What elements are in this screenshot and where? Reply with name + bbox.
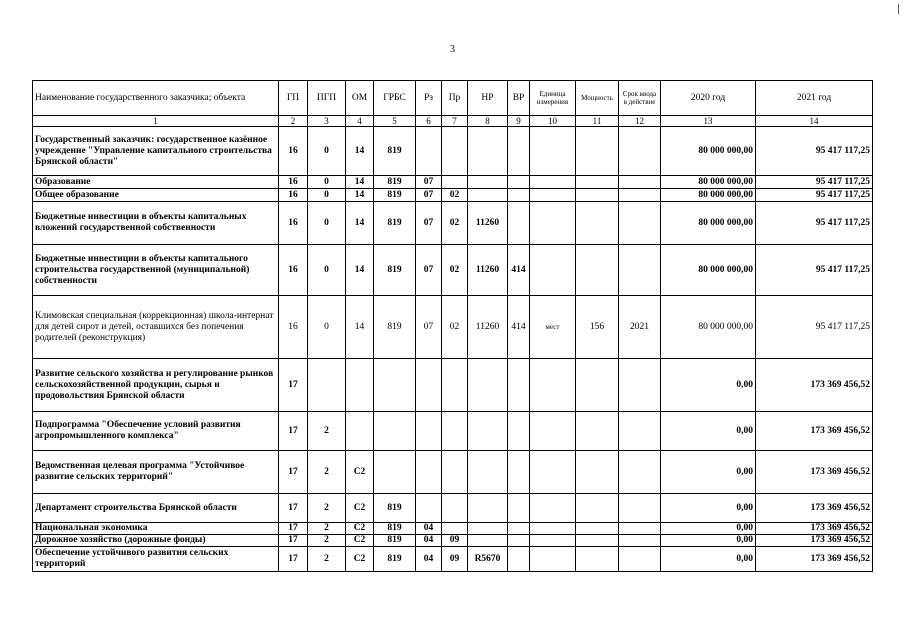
table-cell: 14 bbox=[346, 176, 374, 189]
table-cell: 14 bbox=[346, 245, 374, 296]
row-name-cell: Развитие сельского хозяйства и регулирование рынков сельскохозяйственной продукции, сырья и продовольствия Брянской области bbox=[33, 359, 279, 412]
table-row bbox=[33, 202, 873, 245]
table-cell: 02 bbox=[442, 189, 468, 202]
table-cell bbox=[576, 451, 619, 494]
table-cell bbox=[442, 523, 468, 535]
table-cell bbox=[530, 451, 576, 494]
table-cell bbox=[530, 523, 576, 535]
table-cell: 173 369 456,52 bbox=[756, 359, 873, 412]
table-cell: 16 bbox=[279, 296, 308, 359]
table-cell bbox=[468, 451, 508, 494]
table-cell: 2 bbox=[308, 547, 346, 572]
table-cell: 11260 bbox=[468, 245, 508, 296]
table-cell bbox=[468, 127, 508, 176]
table-cell bbox=[416, 127, 442, 176]
table-row bbox=[33, 494, 873, 523]
table-cell: 95 417 117,25 bbox=[756, 245, 873, 296]
header-cell: Наименование государственного заказчика; объекта bbox=[33, 81, 279, 116]
table-cell bbox=[468, 176, 508, 189]
header-cell: НР bbox=[468, 81, 508, 116]
table-cell bbox=[530, 189, 576, 202]
table-cell bbox=[346, 412, 374, 451]
table-cell: 0,00 bbox=[661, 359, 756, 412]
column-number: 2 bbox=[279, 116, 308, 127]
table-cell bbox=[619, 359, 661, 412]
table-cell bbox=[619, 494, 661, 523]
table-cell: 95 417 117,25 bbox=[756, 296, 873, 359]
column-number: 12 bbox=[619, 116, 661, 127]
table-cell bbox=[468, 412, 508, 451]
table-row bbox=[33, 127, 873, 176]
row-name-cell: Бюджетные инвестиции в объекты капитальных вложений государственной собственности bbox=[33, 202, 279, 245]
row-name-cell: Бюджетные инвестиции в объекты капитального строительства государственной (муниципальной) собственности bbox=[33, 245, 279, 296]
table-cell: 0 bbox=[308, 127, 346, 176]
table-cell bbox=[530, 127, 576, 176]
table-cell: 04 bbox=[416, 547, 442, 572]
table-cell: 17 bbox=[279, 494, 308, 523]
table-cell: 95 417 117,25 bbox=[756, 189, 873, 202]
table-cell: 95 417 117,25 bbox=[756, 127, 873, 176]
table-cell: 17 bbox=[279, 359, 308, 412]
header-cell: 2021 год bbox=[756, 81, 873, 116]
table-cell bbox=[576, 189, 619, 202]
table-cell: 80 000 000,00 bbox=[661, 245, 756, 296]
table-cell bbox=[619, 451, 661, 494]
header-cell: ВР bbox=[508, 81, 530, 116]
table-cell: 16 bbox=[279, 202, 308, 245]
table-cell bbox=[576, 412, 619, 451]
table-cell: С2 bbox=[346, 523, 374, 535]
table-cell bbox=[619, 523, 661, 535]
table-cell bbox=[442, 176, 468, 189]
row-name-cell: Государственный заказчик: государственное казённое учреждение "Управление капитального строительства Брянской области" bbox=[33, 127, 279, 176]
table-cell bbox=[508, 359, 530, 412]
row-name-cell: Ведомственная целевая программа "Устойчивое развитие сельских территорий" bbox=[33, 451, 279, 494]
table-cell bbox=[374, 451, 416, 494]
table-cell bbox=[619, 245, 661, 296]
table-cell: 17 bbox=[279, 547, 308, 572]
table-row bbox=[33, 296, 873, 359]
table-cell: 2 bbox=[308, 494, 346, 523]
table-cell bbox=[619, 412, 661, 451]
table-cell: 17 bbox=[279, 523, 308, 535]
table-cell: 0,00 bbox=[661, 451, 756, 494]
table-row bbox=[33, 245, 873, 296]
table-cell: 2021 bbox=[619, 296, 661, 359]
table-cell bbox=[508, 547, 530, 572]
table-cell: 0 bbox=[308, 189, 346, 202]
header-cell: ПГП bbox=[308, 81, 346, 116]
table-cell bbox=[416, 494, 442, 523]
table-cell: 17 bbox=[279, 535, 308, 547]
table-cell bbox=[530, 412, 576, 451]
table-cell: 80 000 000,00 bbox=[661, 127, 756, 176]
table-cell: 04 bbox=[416, 535, 442, 547]
table-cell: 17 bbox=[279, 451, 308, 494]
table-cell bbox=[508, 189, 530, 202]
header-row bbox=[33, 81, 873, 116]
table-cell: 11260 bbox=[468, 296, 508, 359]
table-cell: 819 bbox=[374, 296, 416, 359]
page-number: 3 bbox=[450, 44, 455, 55]
header-cell: ГРБС bbox=[374, 81, 416, 116]
table-cell bbox=[619, 127, 661, 176]
table-cell: 09 bbox=[442, 535, 468, 547]
table-cell bbox=[576, 535, 619, 547]
column-number: 11 bbox=[576, 116, 619, 127]
column-number: 7 bbox=[442, 116, 468, 127]
table-cell: 819 bbox=[374, 547, 416, 572]
table-cell bbox=[619, 202, 661, 245]
row-name-cell: Подпрограмма "Обеспечение условий развития агропромышленного комплекса" bbox=[33, 412, 279, 451]
table-cell: 09 bbox=[442, 547, 468, 572]
column-number-row bbox=[33, 116, 873, 127]
table-cell: 80 000 000,00 bbox=[661, 296, 756, 359]
table-cell: 07 bbox=[416, 189, 442, 202]
row-name-cell: Образование bbox=[33, 176, 279, 189]
table-cell: 16 bbox=[279, 127, 308, 176]
table-cell bbox=[508, 127, 530, 176]
table-cell bbox=[619, 189, 661, 202]
table-cell bbox=[619, 535, 661, 547]
table-cell: 17 bbox=[279, 412, 308, 451]
header-cell: ГП bbox=[279, 81, 308, 116]
table-row bbox=[33, 547, 873, 572]
table-cell bbox=[416, 451, 442, 494]
row-name-cell: Обеспечение устойчивого развития сельских территорий bbox=[33, 547, 279, 572]
table-cell bbox=[619, 176, 661, 189]
table-cell: 0 bbox=[308, 245, 346, 296]
table-cell: 819 bbox=[374, 127, 416, 176]
header-cell: ОМ bbox=[346, 81, 374, 116]
table-cell: 173 369 456,52 bbox=[756, 494, 873, 523]
column-number: 3 bbox=[308, 116, 346, 127]
table-cell: 11260 bbox=[468, 202, 508, 245]
table-cell: 80 000 000,00 bbox=[661, 202, 756, 245]
header-cell: 2020 год bbox=[661, 81, 756, 116]
table-cell: С2 bbox=[346, 547, 374, 572]
table-cell bbox=[576, 494, 619, 523]
table-cell bbox=[442, 359, 468, 412]
table-cell: 07 bbox=[416, 296, 442, 359]
table-cell: 0,00 bbox=[661, 535, 756, 547]
header-cell: Рз bbox=[416, 81, 442, 116]
table-cell bbox=[576, 359, 619, 412]
table-cell bbox=[508, 412, 530, 451]
table-cell: 0,00 bbox=[661, 547, 756, 572]
table-cell: 2 bbox=[308, 523, 346, 535]
table-cell bbox=[442, 451, 468, 494]
table-cell: 02 bbox=[442, 202, 468, 245]
table-cell: 2 bbox=[308, 451, 346, 494]
table-cell bbox=[468, 494, 508, 523]
table-cell: 04 bbox=[416, 523, 442, 535]
row-name-cell: Климовская специальная (коррекционная) школа-интернат для детей сирот и детей, оставшихся без попечения родителей (реконструкция) bbox=[33, 296, 279, 359]
table-cell: 16 bbox=[279, 176, 308, 189]
table-cell bbox=[442, 494, 468, 523]
table-cell: 819 bbox=[374, 535, 416, 547]
column-number: 4 bbox=[346, 116, 374, 127]
table-cell: 95 417 117,25 bbox=[756, 176, 873, 189]
budget-table bbox=[32, 80, 873, 572]
table-row bbox=[33, 451, 873, 494]
table-cell bbox=[576, 202, 619, 245]
table-cell: С2 bbox=[346, 451, 374, 494]
table-cell bbox=[374, 412, 416, 451]
table-cell: мест bbox=[530, 296, 576, 359]
table-cell bbox=[374, 359, 416, 412]
table-cell: R5670 bbox=[468, 547, 508, 572]
table-cell: 07 bbox=[416, 202, 442, 245]
row-name-cell: Департамент строительства Брянской области bbox=[33, 494, 279, 523]
table-cell: 173 369 456,52 bbox=[756, 535, 873, 547]
table-cell: 156 bbox=[576, 296, 619, 359]
table-cell: 173 369 456,52 bbox=[756, 451, 873, 494]
table-cell bbox=[619, 547, 661, 572]
column-number: 5 bbox=[374, 116, 416, 127]
table-cell: 414 bbox=[508, 296, 530, 359]
table-cell: 2 bbox=[308, 412, 346, 451]
column-number: 6 bbox=[416, 116, 442, 127]
table-cell: 02 bbox=[442, 245, 468, 296]
table-cell bbox=[576, 523, 619, 535]
header-cell: Единица измерения bbox=[530, 81, 576, 116]
header-cell: Срок ввода в действие bbox=[619, 81, 661, 116]
table-cell: 173 369 456,52 bbox=[756, 412, 873, 451]
table-cell: 0,00 bbox=[661, 494, 756, 523]
table-cell: 173 369 456,52 bbox=[756, 523, 873, 535]
table-cell: 173 369 456,52 bbox=[756, 547, 873, 572]
table-cell bbox=[508, 494, 530, 523]
table-cell: 2 bbox=[308, 535, 346, 547]
table-cell: 80 000 000,00 bbox=[661, 189, 756, 202]
column-number: 10 bbox=[530, 116, 576, 127]
header-cell: Мощность bbox=[576, 81, 619, 116]
table-cell: 819 bbox=[374, 202, 416, 245]
table-cell: 819 bbox=[374, 245, 416, 296]
table-cell bbox=[508, 535, 530, 547]
table-cell bbox=[468, 359, 508, 412]
table-cell bbox=[442, 412, 468, 451]
table-cell: 819 bbox=[374, 189, 416, 202]
table-cell: 07 bbox=[416, 245, 442, 296]
table-cell: 0 bbox=[308, 202, 346, 245]
table-cell bbox=[530, 535, 576, 547]
table-cell bbox=[530, 245, 576, 296]
table-row bbox=[33, 176, 873, 189]
table-cell: 14 bbox=[346, 296, 374, 359]
table-row bbox=[33, 359, 873, 412]
table-cell bbox=[530, 494, 576, 523]
table-row bbox=[33, 189, 873, 202]
table-cell: 819 bbox=[374, 494, 416, 523]
table-cell bbox=[530, 202, 576, 245]
table-cell: 16 bbox=[279, 189, 308, 202]
table-cell bbox=[468, 523, 508, 535]
table-cell: С2 bbox=[346, 535, 374, 547]
table-cell bbox=[416, 359, 442, 412]
table-cell: 414 bbox=[508, 245, 530, 296]
table-cell bbox=[468, 535, 508, 547]
table-cell bbox=[508, 202, 530, 245]
scan-edge-mark bbox=[898, 4, 899, 14]
column-number: 14 bbox=[756, 116, 873, 127]
column-number: 13 bbox=[661, 116, 756, 127]
table-cell bbox=[508, 451, 530, 494]
header-cell: Пр bbox=[442, 81, 468, 116]
column-number: 1 bbox=[33, 116, 279, 127]
table-cell: 14 bbox=[346, 189, 374, 202]
table-cell bbox=[530, 359, 576, 412]
table-cell bbox=[576, 245, 619, 296]
table-row bbox=[33, 412, 873, 451]
table-cell: 95 417 117,25 bbox=[756, 202, 873, 245]
column-number: 8 bbox=[468, 116, 508, 127]
table-cell bbox=[530, 176, 576, 189]
row-name-cell: Общее образование bbox=[33, 189, 279, 202]
table-row bbox=[33, 535, 873, 547]
table-cell: 14 bbox=[346, 127, 374, 176]
table-cell: 02 bbox=[442, 296, 468, 359]
table-cell bbox=[576, 176, 619, 189]
table-cell bbox=[508, 523, 530, 535]
column-number: 9 bbox=[508, 116, 530, 127]
table-cell bbox=[576, 547, 619, 572]
table-cell: 14 bbox=[346, 202, 374, 245]
table-cell bbox=[442, 127, 468, 176]
table-cell bbox=[346, 359, 374, 412]
table-cell: 16 bbox=[279, 245, 308, 296]
table-cell: 0 bbox=[308, 296, 346, 359]
table-cell bbox=[530, 547, 576, 572]
row-name-cell: Дорожное хозяйство (дорожные фонды) bbox=[33, 535, 279, 547]
table-cell: 07 bbox=[416, 176, 442, 189]
table-cell bbox=[576, 127, 619, 176]
table-cell: 0,00 bbox=[661, 523, 756, 535]
table-cell bbox=[468, 189, 508, 202]
row-name-cell: Национальная экономика bbox=[33, 523, 279, 535]
table-cell bbox=[308, 359, 346, 412]
table-cell bbox=[416, 412, 442, 451]
table-cell: С2 bbox=[346, 494, 374, 523]
table-cell: 819 bbox=[374, 176, 416, 189]
table-row bbox=[33, 523, 873, 535]
table-cell: 0,00 bbox=[661, 412, 756, 451]
table-cell bbox=[508, 176, 530, 189]
table-cell: 0 bbox=[308, 176, 346, 189]
table-cell: 819 bbox=[374, 523, 416, 535]
table-cell: 80 000 000,00 bbox=[661, 176, 756, 189]
